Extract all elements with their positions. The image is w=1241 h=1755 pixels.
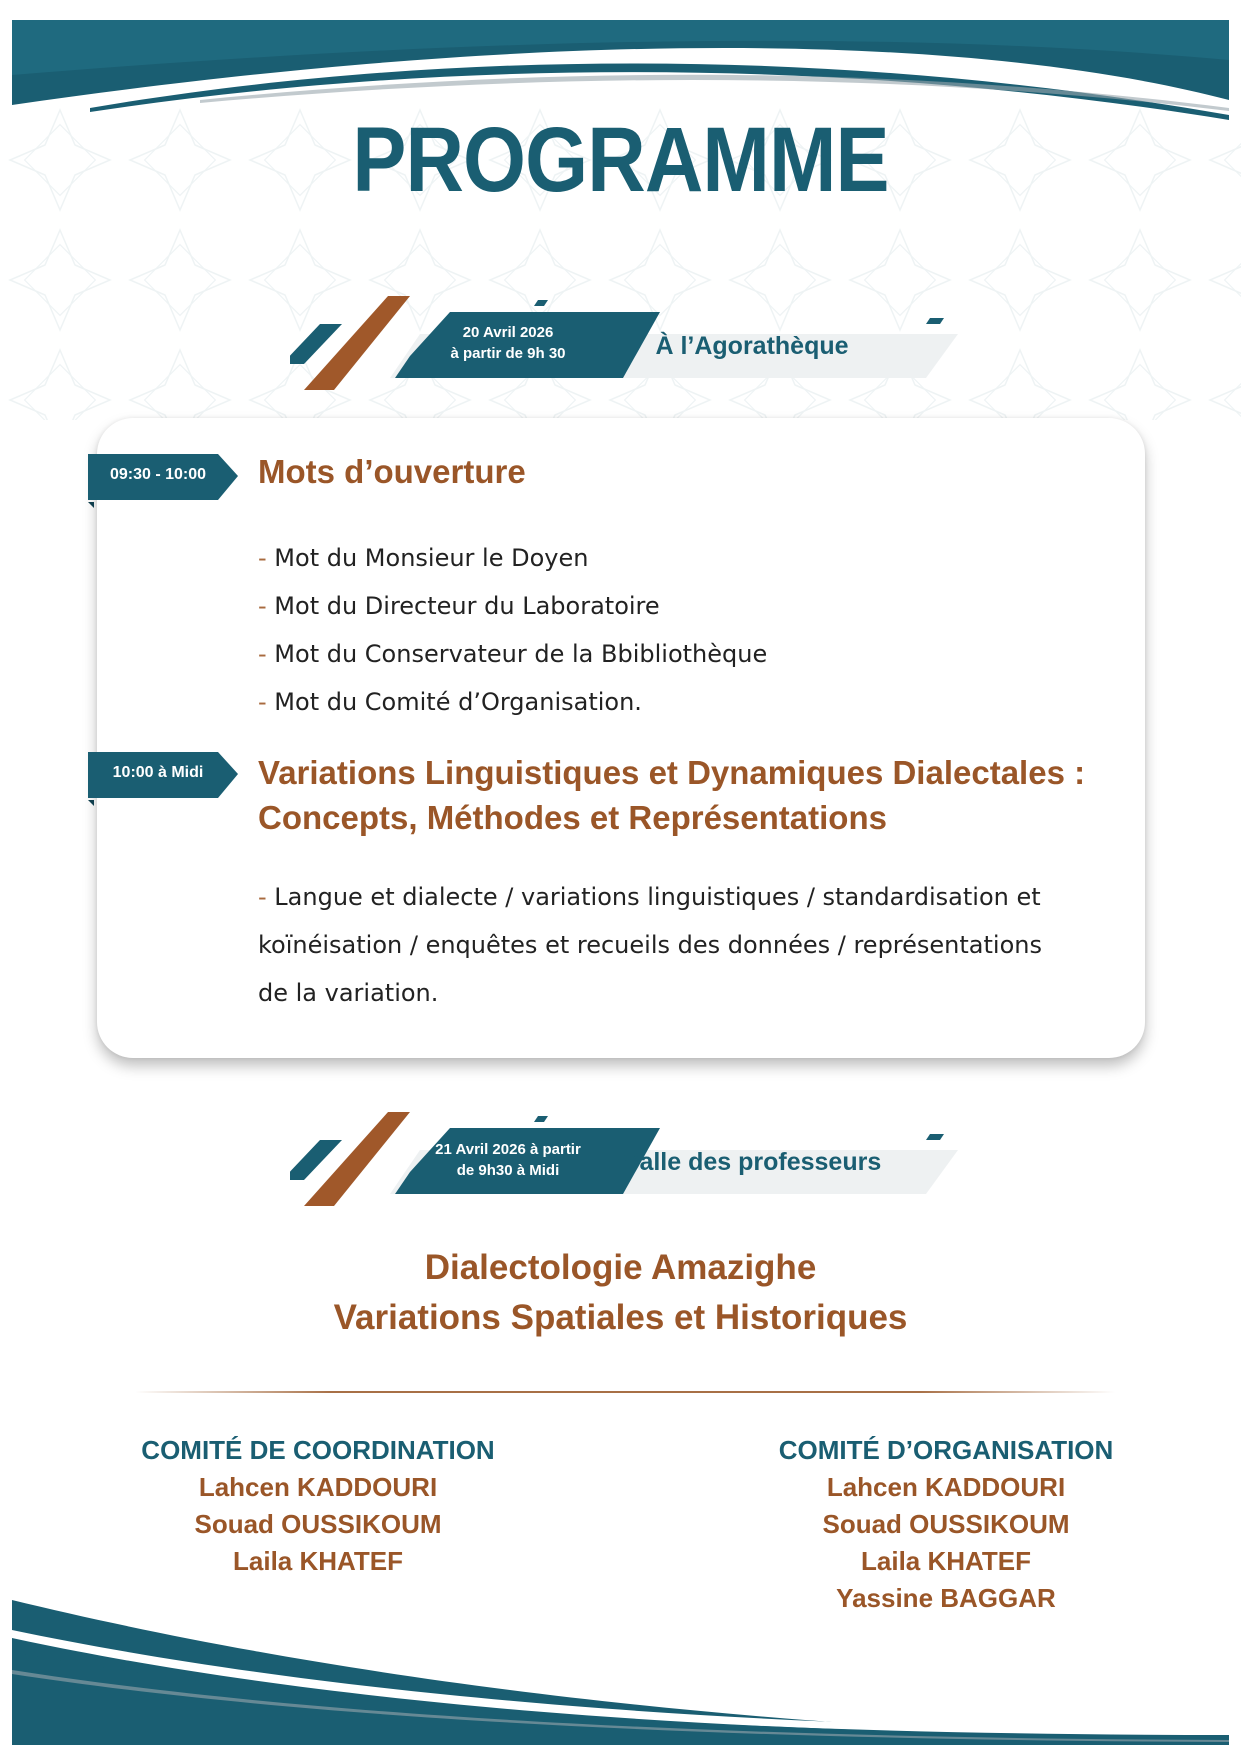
committee-heading: COMITÉ DE COORDINATION: [141, 1435, 495, 1465]
day1-date: 20 Avril 2026 à partir de 9h 30: [450, 324, 566, 362]
session2-title-line1: Variations Linguistiques et Dynamiques Dialectales :: [258, 754, 1086, 791]
day2-title-line2: Variations Spatiales et Historiques: [333, 1298, 908, 1337]
day1-location: À l’Agorathèque: [655, 332, 849, 360]
list-item: - Mot du Directeur du Laboratoire: [258, 592, 660, 620]
day1-banner: [290, 296, 970, 396]
committee-member: Souad OUSSIKOUM: [194, 1509, 442, 1539]
list-item: - Mot du Comité d’Organisation.: [258, 688, 642, 716]
session2-title-line2: Concepts, Méthodes et Représentations: [258, 799, 887, 836]
session1-items: [258, 534, 767, 726]
committee-heading: COMITÉ D’ORGANISATION: [778, 1435, 1114, 1465]
session2-time: 10:00 à Midi: [112, 764, 204, 781]
committee-member: Lahcen KADDOURI: [198, 1472, 438, 1502]
session1-time: 09:30 - 10:00: [109, 466, 207, 483]
day2-banner: [290, 1112, 970, 1212]
session2-description: - Langue et dialecte / variations linguistiques / standardisation et koïnéisation / enquêtes et recueils des données / représentations de la variation.: [258, 883, 1042, 1007]
committee-member: Lahcen KADDOURI: [826, 1472, 1066, 1502]
list-item: - Mot du Conservateur de la Bbibliothèque: [258, 640, 768, 668]
session2-description-text: Langue et dialecte / variations linguistiques / standardisation et koïnéisation / enquêtes et recueils des données / représentations de la variation.: [258, 883, 1042, 1007]
coordination-committee: [88, 1432, 548, 1580]
divider: [135, 1391, 1115, 1393]
committee-member: Souad OUSSIKOUM: [822, 1509, 1070, 1539]
session2-title: [258, 750, 1085, 840]
day2-title-line1: Dialectologie Amazighe: [424, 1248, 817, 1287]
session1-title: Mots d’ouverture: [258, 453, 526, 490]
page-title: PROGRAMME: [352, 109, 889, 211]
committee-members: [88, 1469, 548, 1580]
committee-member: Laila KHATEF: [861, 1546, 1031, 1576]
committee-member: Yassine BAGGAR: [836, 1583, 1056, 1613]
list-item: - Mot du Monsieur le Doyen: [258, 544, 589, 572]
committee-member: Laila KHATEF: [233, 1546, 403, 1576]
day2-date: 21 Avril 2026 à partir de 9h30 à Midi: [435, 1141, 581, 1179]
day2-location: Salle des professeurs: [622, 1148, 882, 1176]
session1-time-tag: [88, 454, 238, 508]
day2-title: [0, 1243, 1241, 1343]
session2-time-tag: [88, 752, 238, 806]
bottom-swoosh-decoration: [0, 1590, 1241, 1755]
